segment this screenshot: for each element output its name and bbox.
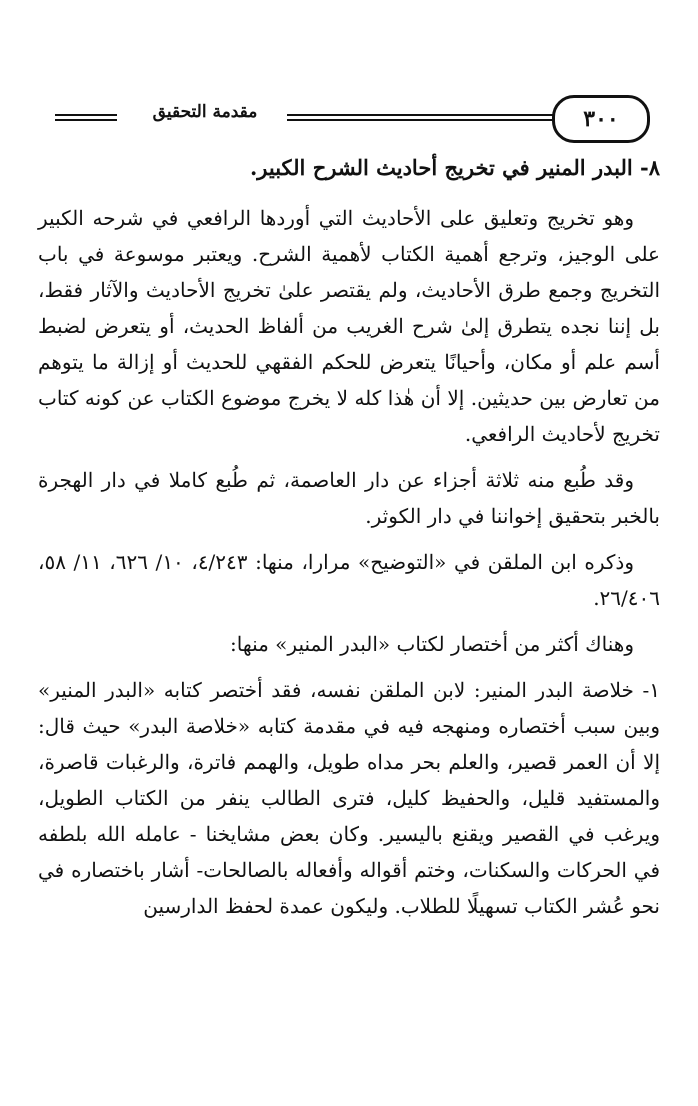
paragraph-abridgement-1: ١- خلاصة البدر المنير: لابن الملقن نفسه، فقد أختصر كتابه «البدر المنير» وبين سبب أختصاره ومنهجه فيه في مقدمة كتابه «خلاصة البدر» حيث قال: إلا أن العمر قصير، والعلم بحر مداه طويل، والهمم فاترة، والرغبات قاصرة، والمستفيد قليل، والحفيظ كليل، فترى الطالب ينفر من الكتاب الطويل، ويرغب في القصير ويقنع باليسير. وكان بعض مشايخنا - عامله الله بلطفه في الحركات والسكنات، وختم أقواله وأفعاله بالصالحات- أشار باختصاره في نحو عُشر الكتاب تسهيلًا للطلاب. وليكون عمدة لحفظ الدارسين <box>38 678 660 918</box>
header-rule-left <box>55 114 117 121</box>
paragraph-references: وذكره ابن الملقن في «التوضيح» مرارا، منها: ٤/٢٤٣، ١٠/ ٦٢٦، ١١/ ٥٨، ٢٦/٤٠٦. <box>38 550 660 610</box>
paragraph-description: وهو تخريج وتعليق على الأحاديث التي أوردها الرافعي في شرحه الكبير على الوجيز، وترجع أهمية الكتاب لأهمية الشرح. ويعتبر موسوعة في باب التخريج وجمع طرق الأحاديث، ولم يقتصر علىٰ تخريج الأحاديث والآثار فقط، بل إننا نجده يتطرق إلىٰ شرح الغريب من ألفاظ الحديث، أو يتعرض لضبط أسم علم أو مكان، وأحيانًا يتعرض للحكم الفقهي للحديث أو إزالة ما يتوهم من تعارض بين حديثين. إلا أن هٰذا كله لا يخرج موضوع الكتاب عن كونه كتاب تخريج لأحاديث الرافعي. <box>38 206 661 446</box>
page-number: ٣٠٠ <box>552 95 650 143</box>
header-rule-right <box>287 114 558 121</box>
paragraph-abridgements-intro: وهناك أكثر من أختصار لكتاب «البدر المنير» منها: <box>230 632 634 656</box>
paragraph-editions: وقد طُبع منه ثلاثة أجزاء عن دار العاصمة، ثم طُبع كاملا في دار الهجرة بالخبر بتحقيق إخواننا في دار الكوثر. <box>38 468 660 528</box>
section-heading: ٨- البدر المنير في تخريج أحاديث الشرح الكبير. <box>249 155 660 180</box>
page-body <box>38 150 660 934</box>
page-header <box>55 95 650 145</box>
running-title: مقدمة التحقيق <box>152 102 258 122</box>
